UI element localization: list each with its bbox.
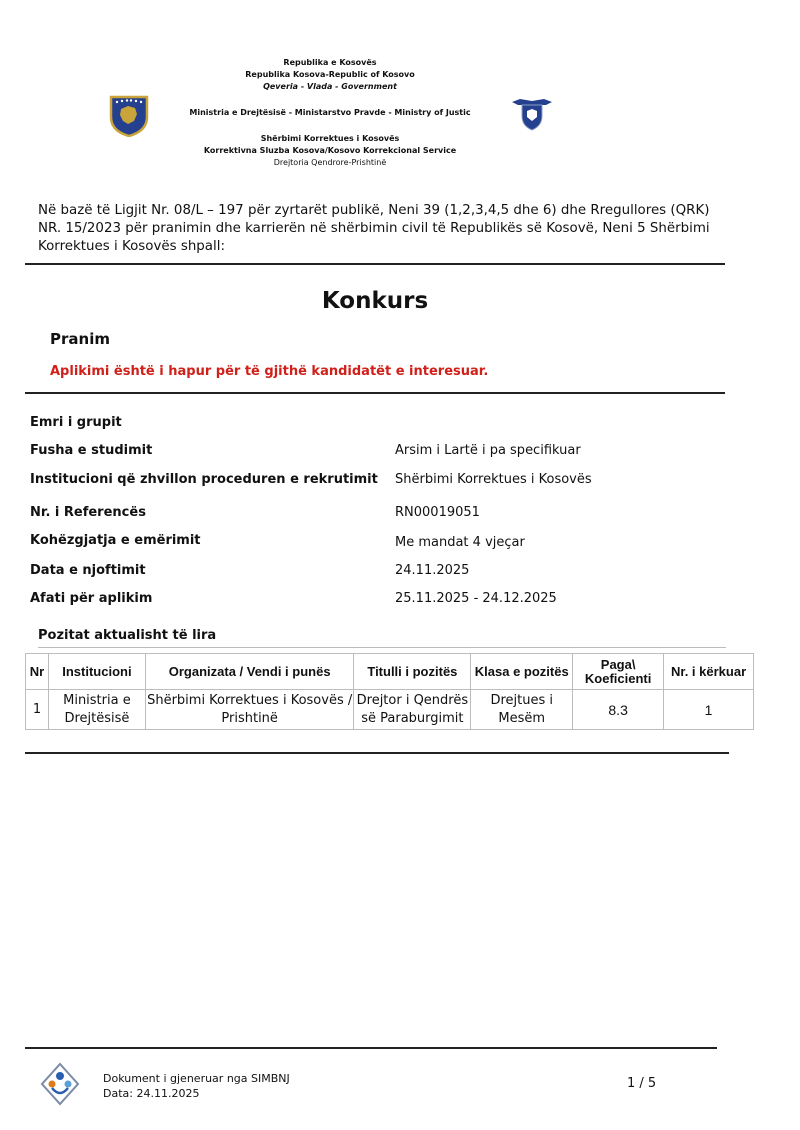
- detail-value: Shërbimi Korrektues i Kosovës: [395, 472, 592, 487]
- detail-value: Arsim i Lartë i pa specifikuar: [395, 443, 581, 458]
- positions-title-underline: [38, 647, 726, 648]
- table-cell: Drejtor i Qendrës së Paraburgimit: [354, 690, 471, 730]
- detail-label: Institucioni që zhvillon proceduren e rekrutimit: [30, 472, 378, 487]
- column-header: Nr: [26, 654, 49, 690]
- column-header: Klasa e pozitës: [471, 654, 573, 690]
- column-header: Nr. i kërkuar: [664, 654, 754, 690]
- letterhead-line: Korrektivna Sluzba Kosova/Kosovo Korrekcional Service: [203, 146, 457, 155]
- letterhead-line: Drejtoria Qendrore-Prishtinë: [273, 158, 387, 167]
- table-header-row: [26, 654, 754, 690]
- column-header: Titulli i pozitës: [354, 654, 471, 690]
- table-cell: 1: [664, 690, 754, 730]
- detail-label: Nr. i Referencës: [30, 505, 146, 520]
- detail-value: RN00019051: [395, 505, 480, 520]
- detail-value: 25.11.2025 - 24.12.2025: [395, 591, 557, 606]
- detail-label: Afati për aplikim: [30, 591, 153, 606]
- footer-info: [103, 1071, 290, 1101]
- letterhead-line: Ministria e Drejtësisë - Ministarstvo Pravde - Ministry of Justic: [189, 108, 471, 117]
- generated-date-text: Data: 24.11.2025: [103, 1087, 200, 1100]
- column-header: Organizata / Vendi i punës: [145, 654, 354, 690]
- letterhead-line: Republika Kosova-Republic of Kosovo: [245, 70, 415, 79]
- simbnj-logo-icon: [40, 1062, 80, 1106]
- legal-basis-paragraph: Në bazë të Ligjit Nr. 08/L – 197 për zyrtarët publikë, Neni 39 (1,2,3,4,5 dhe 6) dhe Rregullores (QRK) NR. 15/2023 për pranimin dhe karrierën në shërbimin civil të Republikës së Kosovë, Neni 5 Shërbimi Korrektues i Kosovës shpall:: [38, 203, 710, 254]
- positions-table: [25, 653, 754, 730]
- detail-label: Data e njoftimit: [30, 563, 146, 578]
- detail-value: 24.11.2025: [395, 563, 470, 578]
- letterhead-line: Shërbimi Korrektues i Kosovës: [260, 134, 400, 143]
- letterhead-line: Qeveria - Vlada - Government: [263, 82, 397, 91]
- generated-by-text: Dokument i gjeneruar nga SIMBNJ: [103, 1072, 290, 1085]
- column-header: Paga\ Koeficienti: [573, 654, 664, 690]
- table-cell: Shërbimi Korrektues i Kosovës / Prishtinë: [145, 690, 354, 730]
- detail-value: Me mandat 4 vjeçar: [395, 535, 525, 550]
- correctional-service-emblem-icon: [510, 96, 554, 132]
- table-cell: 1: [26, 690, 49, 730]
- positions-title: Pozitat aktualisht të lira: [38, 628, 217, 643]
- detail-label: Emri i grupit: [30, 415, 122, 430]
- divider: [25, 392, 725, 394]
- page-number: 1 / 5: [627, 1076, 657, 1091]
- divider: [25, 263, 725, 265]
- kosovo-coat-of-arms-icon: [108, 95, 150, 137]
- table-cell: 8.3: [573, 690, 664, 730]
- detail-label: Fusha e studimit: [30, 443, 153, 458]
- column-header: Institucioni: [48, 654, 145, 690]
- page-title: Konkurs: [321, 288, 429, 314]
- table-cell: Ministria e Drejtësisë: [48, 690, 145, 730]
- table-row: [26, 690, 754, 730]
- footer-divider: [25, 1047, 717, 1049]
- divider: [25, 752, 729, 754]
- application-notice: Aplikimi është i hapur për të gjithë kandidatët e interesuar.: [50, 364, 489, 379]
- detail-label: Kohëzgjatja e emërimit: [30, 533, 201, 548]
- table-cell: Drejtues i Mesëm: [471, 690, 573, 730]
- letterhead: [180, 57, 480, 169]
- subtitle: Pranim: [50, 330, 110, 348]
- letterhead-line: Republika e Kosovës: [283, 58, 377, 67]
